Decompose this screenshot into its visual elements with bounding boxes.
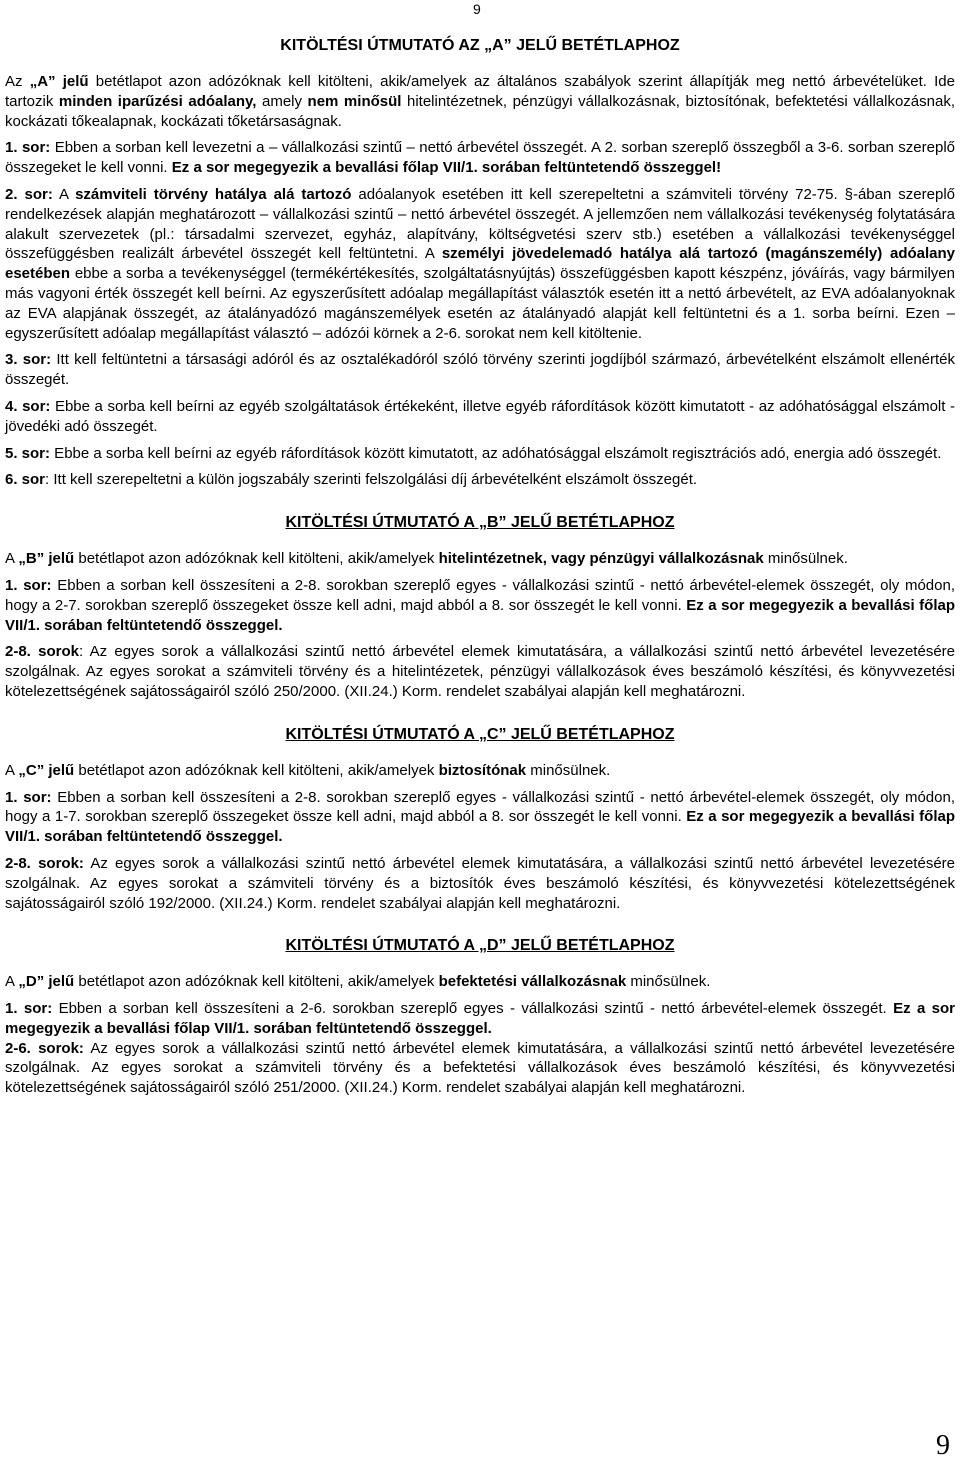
text-run: betétlapot azon adózóknak kell kitölteni, akik/amelyek az általános szabályok szerint állapítják meg nettó árbevételüket. Ide tartozik xyxy=(5,73,955,110)
text-run: Ebben a sorban kell összesíteni a 2-6. sorokban szereplő egyes - vállalkozási szintű - nettó árbevétel-elemek összegét. xyxy=(52,1000,894,1018)
bold-text-run: 6. sor xyxy=(5,471,46,489)
text-run: A xyxy=(5,761,19,779)
section-d-rows-2-6 xyxy=(5,1039,955,1098)
bold-text-run: „C” jelű xyxy=(18,761,75,779)
text-run: Ebben a sorban kell összesíteni a 2-8. sorokban szereplő egyes - vállalkozási szintű - nettó árbevétel-elemek összegét, oly módon, hogy a 1-7. sorokban szereplő összegeket össze kell adni, majd abból a 8. sor összegét le kell vonni. xyxy=(5,788,956,826)
section-d-title: KITÖLTÉSI ÚTMUTATÓ A „D” JELŰ BETÉTLAPHOZ xyxy=(285,937,675,955)
text-run: : Az egyes sorok a vállalkozási szintű nettó árbevétel elemek kimutatására, a vállalkozási szintű nettó árbevétel levezetésére szolgálnak. Az egyes sorokat a számviteli törvény és a hitelintézetek, pénzügyi vállalkozások éves beszámoló készítési, és könyvvezetési kötelezettségének sajátosságairól szóló 250/2000. (XII.24.) Korm. rendelet szabályai alapján kell meghatározni. xyxy=(5,643,955,700)
bold-text-run: 1. sor: xyxy=(5,788,52,806)
text-run: Ebbe a sorba kell beírni az egyéb ráfordítások között kimutatott, az adóhatósággal elszámolt regisztrációs adó, energia adó összegét. xyxy=(50,444,942,462)
section-a-row-1 xyxy=(5,138,955,178)
bold-text-run: 4. sor: xyxy=(5,397,51,415)
bold-text-run: 2-6. sorok: xyxy=(5,1039,84,1057)
text-run: Ebbe a sorba kell beírni az egyéb szolgáltatások értékeként, illetve egyéb ráfordítások között kimutatott - az adóhatósággal elszámolt - jövedéki adó összegét. xyxy=(5,397,955,435)
section-c-rows-2-8 xyxy=(5,854,955,913)
text-run: amely xyxy=(256,92,308,110)
bold-text-run: nem minősül xyxy=(307,92,402,110)
bold-text-run: 2-8. sorok xyxy=(5,643,79,661)
text-run: betétlapot azon adózóknak kell kitölteni, akik/amelyek xyxy=(74,761,439,779)
text-run: Az egyes sorok a vállalkozási szintű nettó árbevétel elemek kimutatására, a vállalkozási szintű nettó árbevétel levezetésére szolgálnak. Az egyes sorokat a számviteli törvény és a biztosítók éves beszámoló készítési, és könyvvezetési kötelezettségének sajátosságairól szóló 192/2000. (XII.24.) Korm. rendelet szabályai alapján kell meghatározni. xyxy=(5,854,955,912)
bold-text-run: 2-8. sorok: xyxy=(5,854,84,872)
section-c-intro xyxy=(5,761,955,781)
section-c-title: KITÖLTÉSI ÚTMUTATÓ A „C” JELŰ BETÉTLAPHOZ xyxy=(285,725,675,743)
text-run: A xyxy=(5,973,19,991)
bold-text-run: 2. sor: xyxy=(5,185,53,203)
section-d-row-1 xyxy=(5,999,955,1039)
section-b-intro xyxy=(5,549,955,569)
section-a-row-5 xyxy=(5,444,955,464)
text-run: A xyxy=(5,550,19,568)
bold-text-run: személyi jövedelemadó hatálya alá tartozó (magánszemély) adóalany esetében xyxy=(5,245,956,283)
page-number-top: 9 xyxy=(473,1,481,17)
text-run: minősülnek. xyxy=(763,550,848,568)
text-run: Ebben a sorban kell összesíteni a 2-8. sorokban szereplő egyes - vállalkozási szintű - nettó árbevétel-elemek összegét, oly módon, hogy a 2-7. sorokban szereplő összegeket össze kell adni, majd abból a 8. sor összegét le kell vonni. xyxy=(5,576,956,614)
text-run: betétlapot azon adózóknak kell kitölteni, akik/amelyek xyxy=(74,973,439,991)
bold-text-run: 1. sor: xyxy=(5,576,52,594)
bold-text-run: Ez a sor megegyezik a bevallási főlap VII/1. sorában feltüntetendő összeggel. xyxy=(5,1000,956,1037)
section-a-row-6 xyxy=(5,470,955,490)
document-body xyxy=(5,36,955,1105)
bold-text-run: 5. sor: xyxy=(5,444,51,462)
text-run: adóalanyok esetében itt kell szerepeltetni a számviteli törvény 72-75. §-ában szereplő rendelkezések alapján meghatározott – vállalkozási szintű – nettó árbevétel összegét. A jellemzően nem vállalkozási tevékenység folytatására alakult szervezetek (pl.: társadalmi szervezet, egyház, alapítvány, költségvetési szerv stb.) esetében a vállalkozási tevékenységgel összefüggésben realizált árbevétel összegét kell feltüntetni. A xyxy=(5,185,955,263)
bold-text-run: Ez a sor megegyezik a bevallási főlap VII/1. sorában feltüntetendő összeggel! xyxy=(171,159,722,177)
text-run: Itt kell feltüntetni a társasági adóról és az osztalékadóról szóló törvény szerinti jogdíjból származó, árbevételként elszámolt ellenérték összegét. xyxy=(5,351,956,389)
section-d-intro xyxy=(5,972,955,992)
section-b-row-1 xyxy=(5,576,955,635)
text-run: minősülnek. xyxy=(526,761,611,779)
bold-text-run: 1. sor: xyxy=(5,139,51,157)
bold-text-run: hitelintézetnek, vagy pénzügyi vállalkozásnak xyxy=(438,550,764,568)
bold-text-run: „D” jelű xyxy=(18,973,75,991)
section-a-row-2 xyxy=(5,185,955,343)
bold-text-run: 3. sor: xyxy=(5,351,52,369)
text-run: hitelintézetnek, pénzügyi vállalkozásnak, biztosítónak, befektetési vállalkozásnak, kockázati tőkealapnak, kockázati tőketársaságnak. xyxy=(5,92,956,130)
bold-text-run: befektetési vállalkozásnak xyxy=(438,973,627,991)
text-run: ebbe a sorba a tevékenységgel (termékértékesítés, szolgáltatásnyújtás) összefüggésben kapott készpénz, jóváírás, vagy bármilyen más vagyoni érték összegét kell beírni. Az egyszerűsített adóalap megállapítást választók esetén itt a nettó árbevételt, az EVA adóalanyoknak az EVA alapjának összegét, az átalányadózó magánszemélyek esetén az átalányadó alapját kell feltüntetni és a 1. sorba beírni. Ezen – egyszerűsített adóalap megállapítást választó – adózói körnek a 2-6. sorokat nem kell kitöltenie. xyxy=(5,265,955,342)
text-run: A xyxy=(52,185,76,203)
bold-text-run: Ez a sor megegyezik a bevallási főlap VII/1. sorában feltüntetendő összeggel. xyxy=(5,596,955,634)
bold-text-run: biztosítónak xyxy=(438,761,527,779)
section-a-title: KITÖLTÉSI ÚTMUTATÓ AZ „A” JELŰ BETÉTLAPHOZ xyxy=(280,37,680,54)
section-b-title: KITÖLTÉSI ÚTMUTATÓ A „B” JELŰ BETÉTLAPHOZ xyxy=(285,514,675,532)
bold-text-run: számviteli törvény hatálya alá tartozó xyxy=(75,185,352,203)
bold-text-run: „B” jelű xyxy=(18,550,75,568)
bold-text-run: Ez a sor megegyezik a bevallási főlap VII/1. sorában feltüntetendő összeggel. xyxy=(5,808,955,846)
text-run: Ebben a sorban kell levezetni a – vállalkozási szintű – nettó árbevétel összegét. A 2. sorban szereplő összegből a 3-6. sorban szereplő összegeket le kell vonni. xyxy=(5,139,955,177)
section-a-row-3 xyxy=(5,350,955,390)
section-a-row-4 xyxy=(5,397,955,437)
text-run: : Itt kell szerepeltetni a külön jogszabály szerinti felszolgálási díj árbevételként elszámolt összegét. xyxy=(45,471,698,489)
page-number-bottom: 9 xyxy=(936,1430,950,1461)
bold-text-run: minden iparűzési adóalany, xyxy=(58,92,257,110)
section-b-rows-2-8 xyxy=(5,642,955,701)
text-run: betétlapot azon adózóknak kell kitölteni, akik/amelyek xyxy=(74,550,439,568)
section-a-intro xyxy=(5,72,955,131)
text-run: minősülnek. xyxy=(626,973,711,991)
text-run: Az xyxy=(5,73,30,90)
bold-text-run: 1. sor: xyxy=(5,1000,53,1018)
section-c-row-1 xyxy=(5,788,955,847)
bold-text-run: „A” jelű xyxy=(29,73,89,90)
text-run: Az egyes sorok a vállalkozási szintű nettó árbevétel elemek kimutatására, a vállalkozási szintű nettó árbevétel levezetésére szolgálnak. Az egyes sorokat a számviteli törvény és a befektetési vállalkozások éves beszámoló készítési, és könyvvezetési kötelezettségének sajátosságairól szóló 251/2000. (XII.24.) Korm. rendelet szabályai alapján kell meghatározni. xyxy=(5,1039,955,1097)
